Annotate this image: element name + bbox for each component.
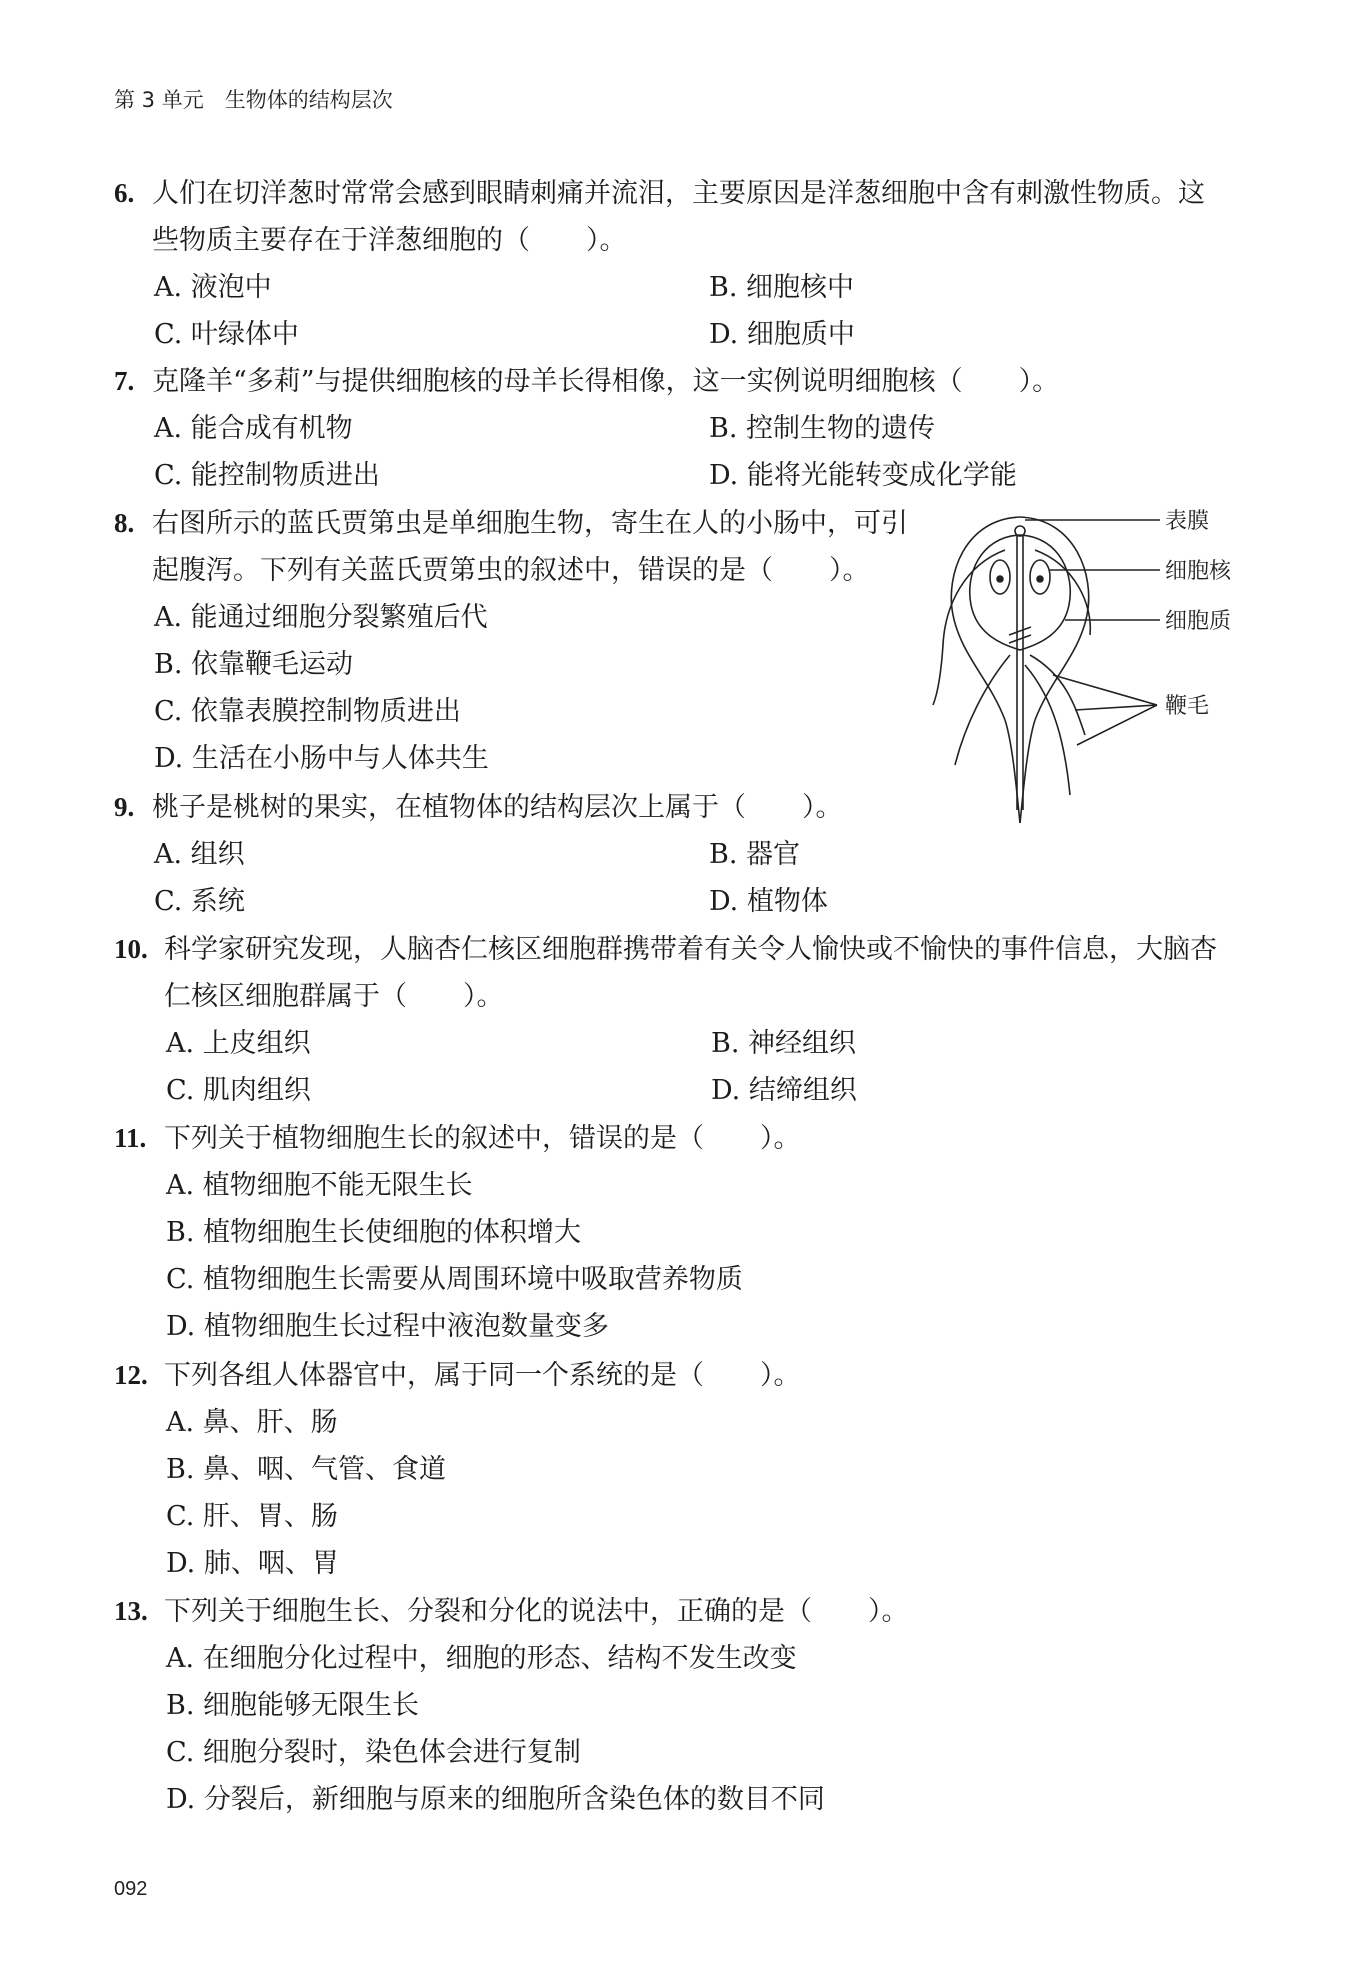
question-13 xyxy=(114,1588,1260,1823)
question-stem-end: ）。 xyxy=(463,981,504,1012)
nucleolus-right xyxy=(1037,576,1043,582)
nucleolus-left xyxy=(997,576,1003,582)
option-c[interactable]: C. 植物细胞生长需要从周围环境中吸取营养物质 xyxy=(166,1264,743,1295)
inner-membrane xyxy=(970,535,1071,650)
question-stem: 仁核区细胞群属于（ xyxy=(164,981,407,1012)
median-body xyxy=(1009,627,1031,643)
question-7 xyxy=(114,358,1260,499)
label-flagella: 鞭毛 xyxy=(1165,694,1210,719)
body-outline-right xyxy=(1020,517,1089,823)
question-stem: 克隆羊“多莉”与提供细胞核的母羊长得相像，这一实例说明细胞核（ xyxy=(152,366,963,397)
leader-flagella xyxy=(1053,675,1157,745)
question-stem: 人们在切洋葱时常常会感到眼睛刺痛并流泪，主要原因是洋葱细胞中含有刺激性物质。这 xyxy=(152,178,1205,209)
option-c[interactable]: C. 叶绿体中 xyxy=(154,319,299,350)
question-stem: 下列关于植物细胞生长的叙述中，错误的是（ xyxy=(164,1123,704,1154)
label-nucleus: 细胞核 xyxy=(1165,559,1232,584)
option-c[interactable]: C. 系统 xyxy=(154,886,245,917)
label-cytoplasm: 细胞质 xyxy=(1165,609,1232,634)
option-b[interactable]: B. 神经组织 xyxy=(711,1028,857,1059)
label-membrane: 表膜 xyxy=(1165,509,1210,534)
question-12 xyxy=(114,1352,1260,1587)
option-c[interactable]: C. 能控制物质进出 xyxy=(154,460,380,491)
option-a[interactable]: A. 能合成有机物 xyxy=(154,413,353,444)
question-number: 7. xyxy=(114,366,135,396)
question-stem: 起腹泻。下列有关蓝氏贾第虫的叙述中，错误的是（ xyxy=(152,555,773,586)
option-a[interactable]: A. 能通过细胞分裂繁殖后代 xyxy=(154,602,488,633)
option-c[interactable]: C. 肌肉组织 xyxy=(166,1075,311,1106)
option-d[interactable]: D. 肺、咽、胃 xyxy=(166,1548,339,1579)
option-b[interactable]: B. 细胞能够无限生长 xyxy=(166,1690,420,1721)
question-8 xyxy=(114,500,920,782)
option-d[interactable]: D. 生活在小肠中与人体共生 xyxy=(154,743,489,774)
option-b[interactable]: B. 依靠鞭毛运动 xyxy=(154,649,354,680)
option-c[interactable]: C. 依靠表膜控制物质进出 xyxy=(154,696,461,727)
option-d[interactable]: D. 植物体 xyxy=(709,886,828,917)
question-number: 6. xyxy=(114,178,135,208)
option-b[interactable]: B. 细胞核中 xyxy=(709,272,855,303)
question-stem: 下列各组人体器官中，属于同一个系统的是（ xyxy=(164,1360,704,1391)
flagellum-1 xyxy=(933,550,1005,705)
question-number: 13. xyxy=(114,1596,148,1626)
question-stem-end: ）。 xyxy=(802,792,843,823)
body-outline-left xyxy=(951,517,1020,823)
option-c[interactable]: C. 肝、胃、肠 xyxy=(166,1501,338,1532)
option-d[interactable]: D. 细胞质中 xyxy=(709,319,855,350)
question-number: 9. xyxy=(114,792,135,822)
question-stem: 右图所示的蓝氏贾第虫是单细胞生物，寄生在人的小肠中，可引 xyxy=(152,508,908,539)
page-header: 第 3 单元 生物体的结构层次 xyxy=(114,88,393,112)
question-stem: 科学家研究发现，人脑杏仁核区细胞群携带着有关令人愉快或不愉快的事件信息，大脑杏 xyxy=(164,934,1217,965)
question-11 xyxy=(114,1115,1260,1350)
question-stem: 桃子是桃树的果实，在植物体的结构层次上属于（ xyxy=(152,792,746,823)
question-number: 12. xyxy=(114,1360,148,1390)
question-stem-end: ）。 xyxy=(1018,366,1060,397)
option-a[interactable]: A. 在细胞分化过程中，细胞的形态、结构不发生改变 xyxy=(166,1643,797,1674)
option-a[interactable]: A. 组织 xyxy=(154,839,245,870)
option-d[interactable]: D. 结缔组织 xyxy=(711,1075,857,1106)
giardia-diagram xyxy=(925,505,1255,825)
question-stem-end: ）。 xyxy=(868,1596,909,1627)
option-d[interactable]: D. 能将光能转变成化学能 xyxy=(709,460,1017,491)
option-b[interactable]: B. 器官 xyxy=(709,839,801,870)
question-6 xyxy=(114,170,1260,358)
question-stem-end: ）。 xyxy=(760,1360,801,1391)
option-d[interactable]: D. 植物细胞生长过程中液泡数量变多 xyxy=(166,1311,609,1342)
option-a[interactable]: A. 植物细胞不能无限生长 xyxy=(166,1170,473,1201)
option-a[interactable]: A. 上皮组织 xyxy=(166,1028,311,1059)
question-9 xyxy=(114,784,1260,925)
question-stem: 下列关于细胞生长、分裂和分化的说法中，正确的是（ xyxy=(164,1596,812,1627)
question-stem: 些物质主要存在于洋葱细胞的（ xyxy=(152,225,530,256)
question-number: 8. xyxy=(114,508,135,538)
option-a[interactable]: A. 鼻、肝、肠 xyxy=(166,1407,338,1438)
option-d[interactable]: D. 分裂后，新细胞与原来的细胞所含染色体的数目不同 xyxy=(166,1784,825,1815)
option-b[interactable]: B. 植物细胞生长使细胞的体积增大 xyxy=(166,1217,582,1248)
option-b[interactable]: B. 鼻、咽、气管、食道 xyxy=(166,1454,447,1485)
question-stem-end: ）。 xyxy=(829,555,870,586)
question-10 xyxy=(114,926,1260,1114)
option-b[interactable]: B. 控制生物的遗传 xyxy=(709,413,936,444)
question-stem-end: ）。 xyxy=(760,1123,801,1154)
question-number: 11. xyxy=(114,1123,147,1153)
option-a[interactable]: A. 液泡中 xyxy=(154,272,272,303)
question-stem-end: ）。 xyxy=(586,225,627,256)
flagellum-4 xyxy=(1030,655,1085,735)
page-number: 092 xyxy=(114,1878,148,1900)
option-c[interactable]: C. 细胞分裂时，染色体会进行复制 xyxy=(166,1737,581,1768)
flagellum-3 xyxy=(955,655,1010,765)
question-number: 10. xyxy=(114,934,148,964)
